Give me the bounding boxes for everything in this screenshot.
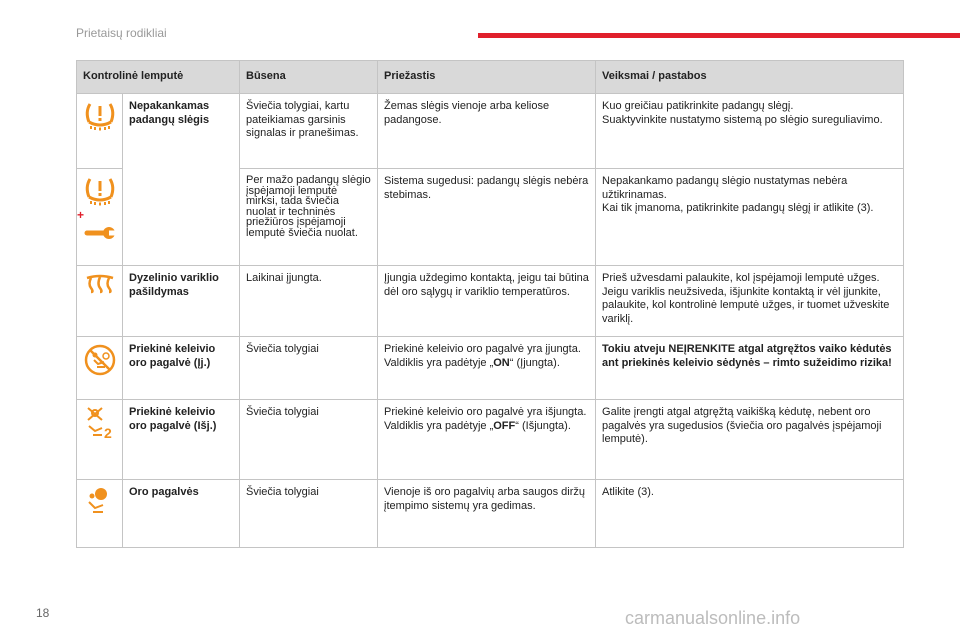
action-cell: Galite įrengti atgal atgręžtą vaikišką kėdutę, nebent oro pagalvės yra sugedusios (šviečia oro pagalvės įspėjamoji lemputė). bbox=[596, 400, 904, 480]
warning-lights-table bbox=[76, 60, 904, 548]
cause-text: “ (Išjungta). bbox=[515, 419, 571, 432]
column-header-lamp: Kontrolinė lemputė bbox=[77, 61, 240, 94]
cause-line bbox=[384, 420, 589, 434]
cause-cell: Žemas slėgis vienoje arba keliose padangose. bbox=[378, 94, 596, 169]
control-position: ON bbox=[493, 356, 510, 369]
cause-line: Priekinė keleivio oro pagalvė yra išjungta. bbox=[384, 406, 587, 418]
table-row bbox=[77, 400, 904, 480]
tyre-pressure-warning-icon bbox=[83, 100, 117, 132]
watermark: carmanualsonline.info bbox=[625, 608, 801, 628]
cause-text: “ (Įjungta). bbox=[509, 356, 560, 369]
tyre-pressure-warning-icon bbox=[83, 175, 117, 207]
table-row bbox=[77, 337, 904, 400]
passenger-airbag-off-icon bbox=[83, 406, 117, 440]
passenger-airbag-on-icon bbox=[83, 343, 117, 377]
lamp-cell bbox=[77, 480, 123, 548]
cause-cell: Vienoje iš oro pagalvių arba saugos diržų įtempimo sistemų yra gedimas. bbox=[378, 480, 596, 548]
lamp-cell bbox=[77, 400, 123, 480]
table-header-row bbox=[77, 61, 904, 94]
wrench-icon bbox=[83, 221, 117, 243]
action-line: Nepakankamo padangų slėgio nustatymas nebėra užtikrinamas. bbox=[602, 175, 848, 201]
lamp-name: Dyzelinio variklio pašildymas bbox=[123, 266, 240, 337]
section-title: Prietaisų rodikliai bbox=[76, 26, 167, 40]
state-cell: Per mažo padangų slėgio įspėjamoji lemputė mirksi, tada šviečia nuolat ir techninės priežiūros įspėjamoji lemputė šviečia nuolat. bbox=[240, 169, 378, 266]
action-cell bbox=[596, 169, 904, 266]
page-number: 18 bbox=[36, 606, 50, 620]
action-line: Prieš užvesdami palaukite, kol įspėjamoji lemputė užges. bbox=[602, 272, 880, 284]
lamp-cell bbox=[77, 337, 123, 400]
cause-text: Valdiklis yra padėtyje „ bbox=[384, 419, 494, 432]
state-cell: Šviečia tolygiai bbox=[240, 400, 378, 480]
cause-cell bbox=[378, 337, 596, 400]
cause-cell: Sistema sugedusi: padangų slėgis nebėra stebimas. bbox=[378, 169, 596, 266]
cause-line bbox=[384, 357, 589, 371]
control-position: OFF bbox=[493, 419, 516, 432]
column-header-action: Veiksmai / pastabos bbox=[596, 61, 904, 94]
cause-text: Valdiklis yra padėtyje „ bbox=[384, 356, 494, 369]
action-cell bbox=[596, 266, 904, 337]
lamp-name: Priekinė keleivio oro pagalvė (Įj.) bbox=[123, 337, 240, 400]
lamp-name: Nepakankamas padangų slėgis bbox=[123, 94, 240, 266]
column-header-state: Būsena bbox=[240, 61, 378, 94]
cause-line: Priekinė keleivio oro pagalvė yra įjungta. bbox=[384, 343, 581, 355]
lamp-cell bbox=[77, 94, 123, 169]
action-cell bbox=[596, 94, 904, 169]
table-row bbox=[77, 266, 904, 337]
action-line: Kuo greičiau patikrinkite padangų slėgį. bbox=[602, 100, 794, 112]
table-row bbox=[77, 94, 904, 169]
glow-plug-icon bbox=[83, 272, 117, 296]
svg-text:2: 2 bbox=[103, 425, 112, 440]
lamp-name: Priekinė keleivio oro pagalvė (Išj.) bbox=[123, 400, 240, 480]
state-cell: Šviečia tolygiai, kartu pateikiamas garsinis signalas ir pranešimas. bbox=[240, 94, 378, 169]
action-cell: Atlikite (3). bbox=[596, 480, 904, 548]
action-cell: Tokiu atveju NEĮRENKITE atgal atgręžtos vaiko kėdutės ant priekinės keleivio sėdynės – rimto sužeidimo rizika! bbox=[596, 337, 904, 400]
cause-cell bbox=[378, 400, 596, 480]
table-row bbox=[77, 480, 904, 548]
header-accent-bar bbox=[478, 33, 960, 38]
plus-sign: + bbox=[77, 208, 85, 222]
lamp-cell bbox=[77, 266, 123, 337]
action-line: Jeigu variklis neužsiveda, išjunkite kontaktą ir vėl įjunkite, palaukite, kol kontrolinė lemputė užges, ir tuomet užveskite variklį. bbox=[602, 285, 890, 325]
cause-cell: Įjungia uždegimo kontaktą, jeigu tai būtina dėl oro sąlygų ir variklio temperatūros. bbox=[378, 266, 596, 337]
state-cell: Šviečia tolygiai bbox=[240, 337, 378, 400]
state-cell: Laikinai įjungta. bbox=[240, 266, 378, 337]
state-cell: Šviečia tolygiai bbox=[240, 480, 378, 548]
airbag-warning-icon bbox=[83, 486, 117, 516]
lamp-cell bbox=[77, 169, 123, 266]
action-line: Kai tik įmanoma, patikrinkite padangų slėgį ir atlikite (3). bbox=[602, 202, 874, 214]
action-line: Suaktyvinkite nustatymo sistemą po slėgio sureguliavimo. bbox=[602, 113, 883, 126]
lamp-name: Oro pagalvės bbox=[123, 480, 240, 548]
column-header-cause: Priežastis bbox=[378, 61, 596, 94]
